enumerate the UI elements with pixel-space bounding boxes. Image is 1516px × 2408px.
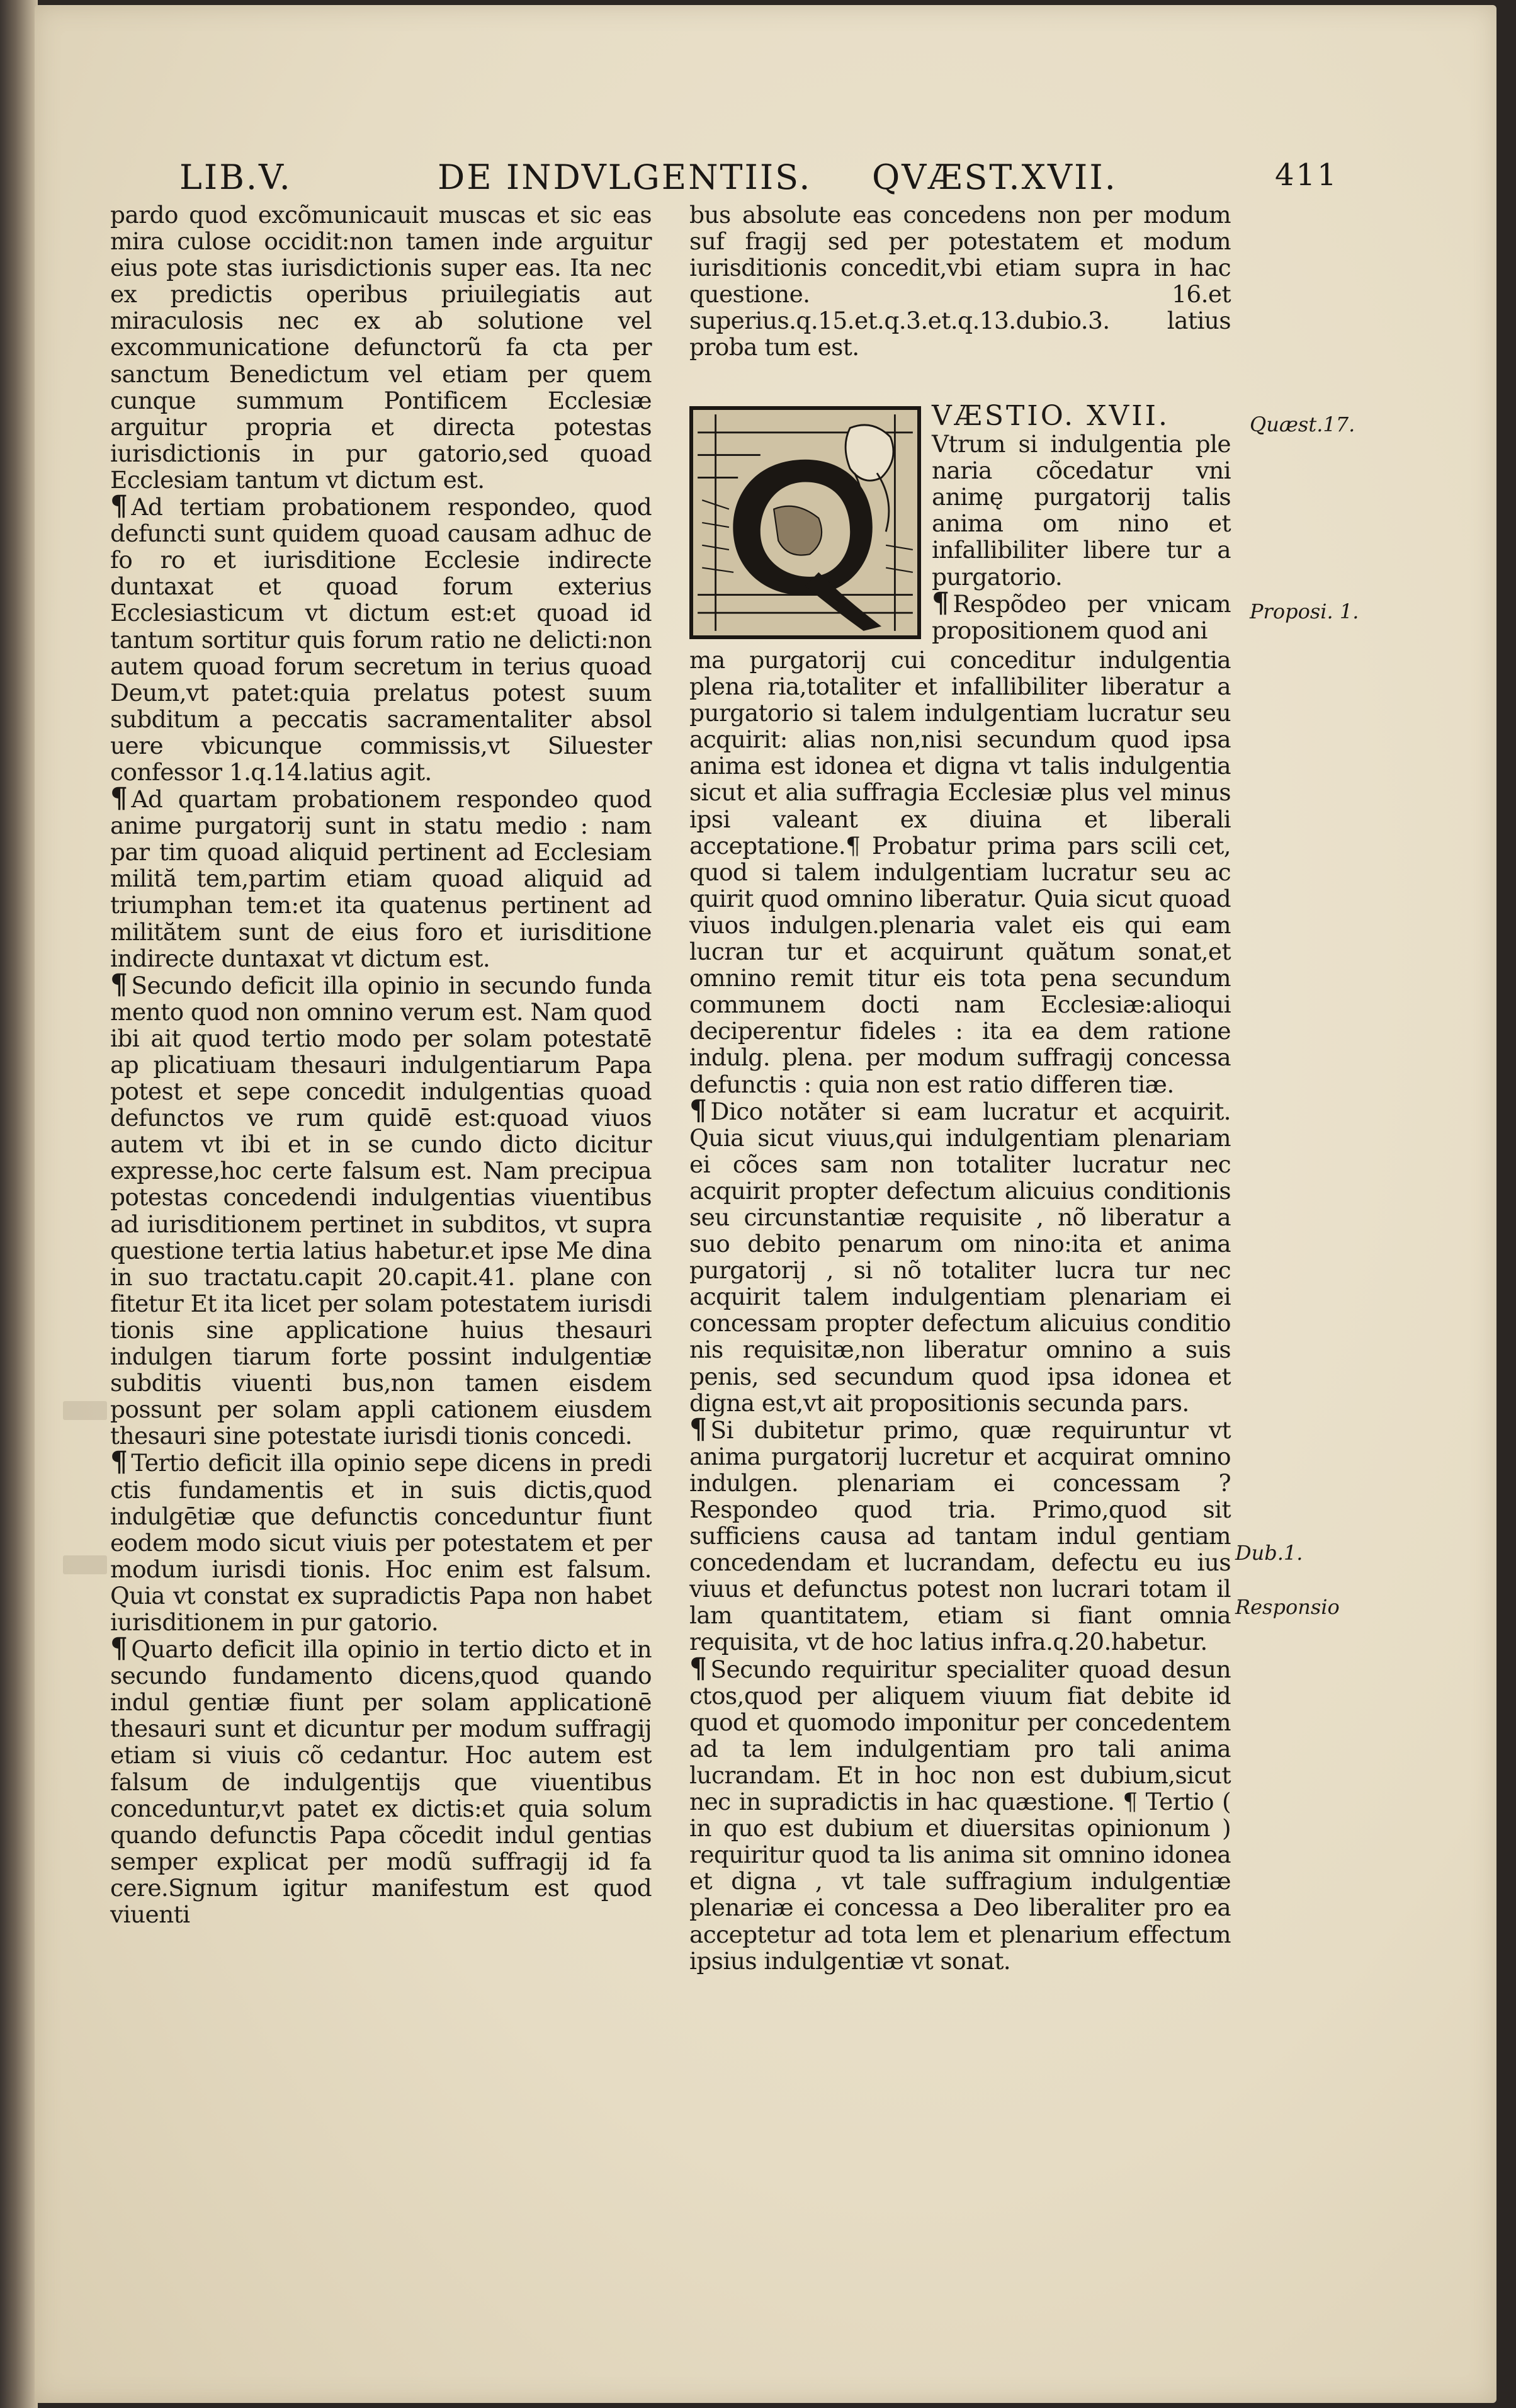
quaestio-question: Vtrum si indulgentia ple naria cõcedatur vni animę purgatorij talis anima om nino et infallibiliter libere tur a purgatorio. bbox=[932, 430, 1231, 591]
paragraph: ¶ Secundo requiritur specialiter quoad desun ctos,quod per aliquem viuum fiat debite id quod et quomodo imponitur per concedentem ad ta lem indulgentiam pro tali anima lucrandam. Et in hoc non est dubium,sicut nec in supradictis in hac quæstione. ¶ Tertio ( in quo est dubium et diuersitas opinionum ) requiritur quod ta lis anima sit omnino idonea et digna , vt tale suffragium indulgentiæ plenariæ ei concessa a Deo liberaliter pro ea acceptetur ad tota lem et plenarium effectum ipsius indulgentiæ vt sonat. bbox=[689, 1652, 1231, 1975]
book-gutter bbox=[0, 0, 38, 2408]
paragraph: pardo quod excõmunicauit muscas et sic eas mira culose occidit:non tamen inde arguitur eius pote stas iurisdictionis super eas. Ita nec ex predictis operibus priuilegiatis aut miraculosis nec ex ab solutione vel excommunicatione defunctorũ fa cta per sanctum Benedictum vel etiam per quem cunque summum Pontificem Ecclesiæ arguitur propria et directa potestas iurisdictionis in pur gatorio,sed quoad Ecclesiam tantum vt dictum est. bbox=[110, 201, 652, 494]
question-block bbox=[932, 400, 1231, 644]
pilcrow-icon: ¶ bbox=[110, 1632, 128, 1665]
margin-note-quaestio: Quæst.17. bbox=[1250, 412, 1355, 436]
paragraph: bus absolute eas concedens non per modum suf fragij sed per potestatem et modum iurisditionis concedit,vbi etiam supra in hac questione. 16.et superius.q.15.et.q.3.et.q.13.dubio.3. latius proba tum est. bbox=[689, 201, 1231, 361]
left-column bbox=[110, 202, 652, 1928]
pilcrow-icon: ¶ bbox=[110, 968, 128, 1001]
pilcrow-icon: ¶ bbox=[110, 782, 128, 815]
running-head-title: DE INDVLGENTIIS. bbox=[438, 157, 812, 197]
pilcrow-icon: ¶ bbox=[932, 586, 949, 619]
paragraph: ¶ Secundo deficit illa opinio in secundo funda mento quod non omnino verum est. Nam quod ibi ait quod tertio modo per solam potestatē ap plicatiuam thesauri indulgentiarum Papa potest et sepe concedit indulgentias quoad defunctos ve rum quidē est:quoad viuos autem vt ibi et in se cundo dicto dicitur expresse,hoc certe falsum est. Nam precipua potestas concedendi indulgentias viuentibus ad iurisditionem pertinet in subditos, vt supra questione tertia latius habetur.et ipse Me dina in suo tractatu.capit 20.capit.41. plane con fitetur Et ita licet per solam potestatem iurisdi tionis sine applicatione huius thesauri indulgen tiarum forte possint indulgentiæ subditis viuenti bus,non tamen eisdem possunt per solam appli cationem eiusdem thesauri sine potestate iurisdi tionis concedi. bbox=[110, 968, 652, 1450]
paragraph: ¶ Si dubitetur primo, quæ requiruntur vt anima purgatorij lucretur et acquirat omnino indulgen. plenariam ei concessam ? Respondeo quod tria. Primo,quod sit sufficiens causa ad tantam indul gentiam concedendam et lucrandam, defectu eu ius viuus et defunctus potest non lucrari totam il lam quantitatem, etiam si fiant omnia requisita, vt de hoc latius infra.q.20.habetur. bbox=[689, 1412, 1231, 1656]
margin-note-responsio: Responsio bbox=[1235, 1595, 1340, 1619]
ink-bleed bbox=[63, 1555, 107, 1574]
pilcrow-icon: ¶ bbox=[689, 1412, 707, 1445]
running-head-book: LIB.V. bbox=[179, 157, 292, 197]
running-head-quaestio: QVÆST.XVII. bbox=[872, 157, 1117, 197]
paragraph: ma purgatorij cui conceditur indulgentia plena ria,totaliter et infallibiliter liberatur a purgatorio si talem indulgentiam lucratur seu acquirit: alias non,nisi secundum quod ipsa anima est idonea et digna vt talis indulgentia sicut et alia suffragia Ecclesiæ plus vel minus ipsi valeant ex diuina et liberali acceptatione.¶ Probatur prima pars scili cet, quod si talem indulgentiam lucratur seu ac quirit quod omnino liberatur. Quia sicut quoad viuos indulgen.plenaria valet eis qui eam lucran tur et acquirunt quătum sonat,et omnino remit titur eis tota pena secundum communem docti nam Ecclesiæ:alioqui deciperentur fideles : ita ea dem ratione indulg. plena. per modum suffragij concessa defunctis : quia non est ratio differen tiæ. bbox=[689, 646, 1231, 1098]
folio-number: 411 bbox=[1275, 157, 1338, 193]
respondeo-line: ¶ Respõdeo per vnicam propositionem quod ani bbox=[932, 586, 1231, 644]
pilcrow-icon: ¶ bbox=[689, 1094, 707, 1127]
pilcrow-icon: ¶ bbox=[110, 1446, 128, 1479]
pilcrow-icon: ¶ bbox=[110, 490, 128, 523]
margin-note-propositio: Proposi. 1. bbox=[1250, 599, 1359, 623]
paragraph: ¶ Ad tertiam probationem respondeo, quod defuncti sunt quidem quoad causam adhuc de fo ro et iurisditione Ecclesie indirecte duntaxat et quoad forum exterius Ecclesiasticum vt dictum est:et quoad id tantum sortitur quis forum ratio ne delicti:non autem quoad forum secretum in terius quoad Deum,vt patet:quia prelatus potest suum subditum a peccatis sacramentaliter absol uere vbicunque commissis,vt Siluester confessor 1.q.14.latius agit. bbox=[110, 490, 652, 786]
margin-note-dubium: Dub.1. bbox=[1235, 1541, 1303, 1565]
paragraph: ¶ Quarto deficit illa opinio in tertio dicto et in secundo fundamento dicens,quod quando indul gentiæ fiunt per solam applicationē thesauri sunt et dicuntur per modum suffragij etiam si viuis cõ cedantur. Hoc autem est falsum de indulgentijs que viuentibus conceduntur,vt patet ex dictis:et quia solum quando defunctis Papa cõcedit indul gentias semper explicat per modũ suffragij id fa cere.Signum igitur manifestum est quod viuenti bbox=[110, 1632, 652, 1928]
quaestio-heading: VÆSTIO. XVII. bbox=[932, 400, 1170, 432]
paragraph: ¶ Ad quartam probationem respondeo quod anime purgatorij sunt in statu medio : nam par tim quoad aliquid pertinent ad Ecclesiam milită tem,partim etiam quoad aliquid ad triumphan tem:et ita quatenus pertinent ad militătem sunt de eius foro et iurisditione indirecte duntaxat vt dictum est. bbox=[110, 782, 652, 972]
ink-bleed bbox=[63, 1401, 107, 1420]
paragraph: ¶ Dico notăter si eam lucratur et acquirit. Quia sicut viuus,qui indulgentiam plenariam ei cõces sam non totaliter lucratur nec acquirit propter defectum alicuius conditionis seu circunstantiæ requisite , nõ liberatur a suo debito penarum om nino:ita et anima purgatorij , si nõ totaliter lucra tur nec acquirit talem indulgentiam plenariam ei concessam propter defectum alicuius conditio nis requisitæ,non liberatur omnino a suis penis, sed secundum quod ipsa idonea et digna est,vt ait propositionis secunda pars. bbox=[689, 1094, 1231, 1417]
woodcut-initial-q-icon bbox=[689, 406, 921, 639]
right-column bbox=[689, 647, 1231, 1974]
running-head bbox=[142, 157, 1338, 202]
right-column-top bbox=[689, 202, 1231, 361]
pilcrow-icon: ¶ bbox=[689, 1652, 707, 1684]
paragraph: ¶ Tertio deficit illa opinio sepe dicens in predi ctis fundamentis et in suis dictis,quod indulgētiæ que defunctis conceduntur fiunt eodem modo sicut viuis per potestatem et per modum iurisdi tionis. Hoc enim est falsum. Quia vt constat ex supradictis Papa non habet iurisditionem in pur gatorio. bbox=[110, 1446, 652, 1636]
